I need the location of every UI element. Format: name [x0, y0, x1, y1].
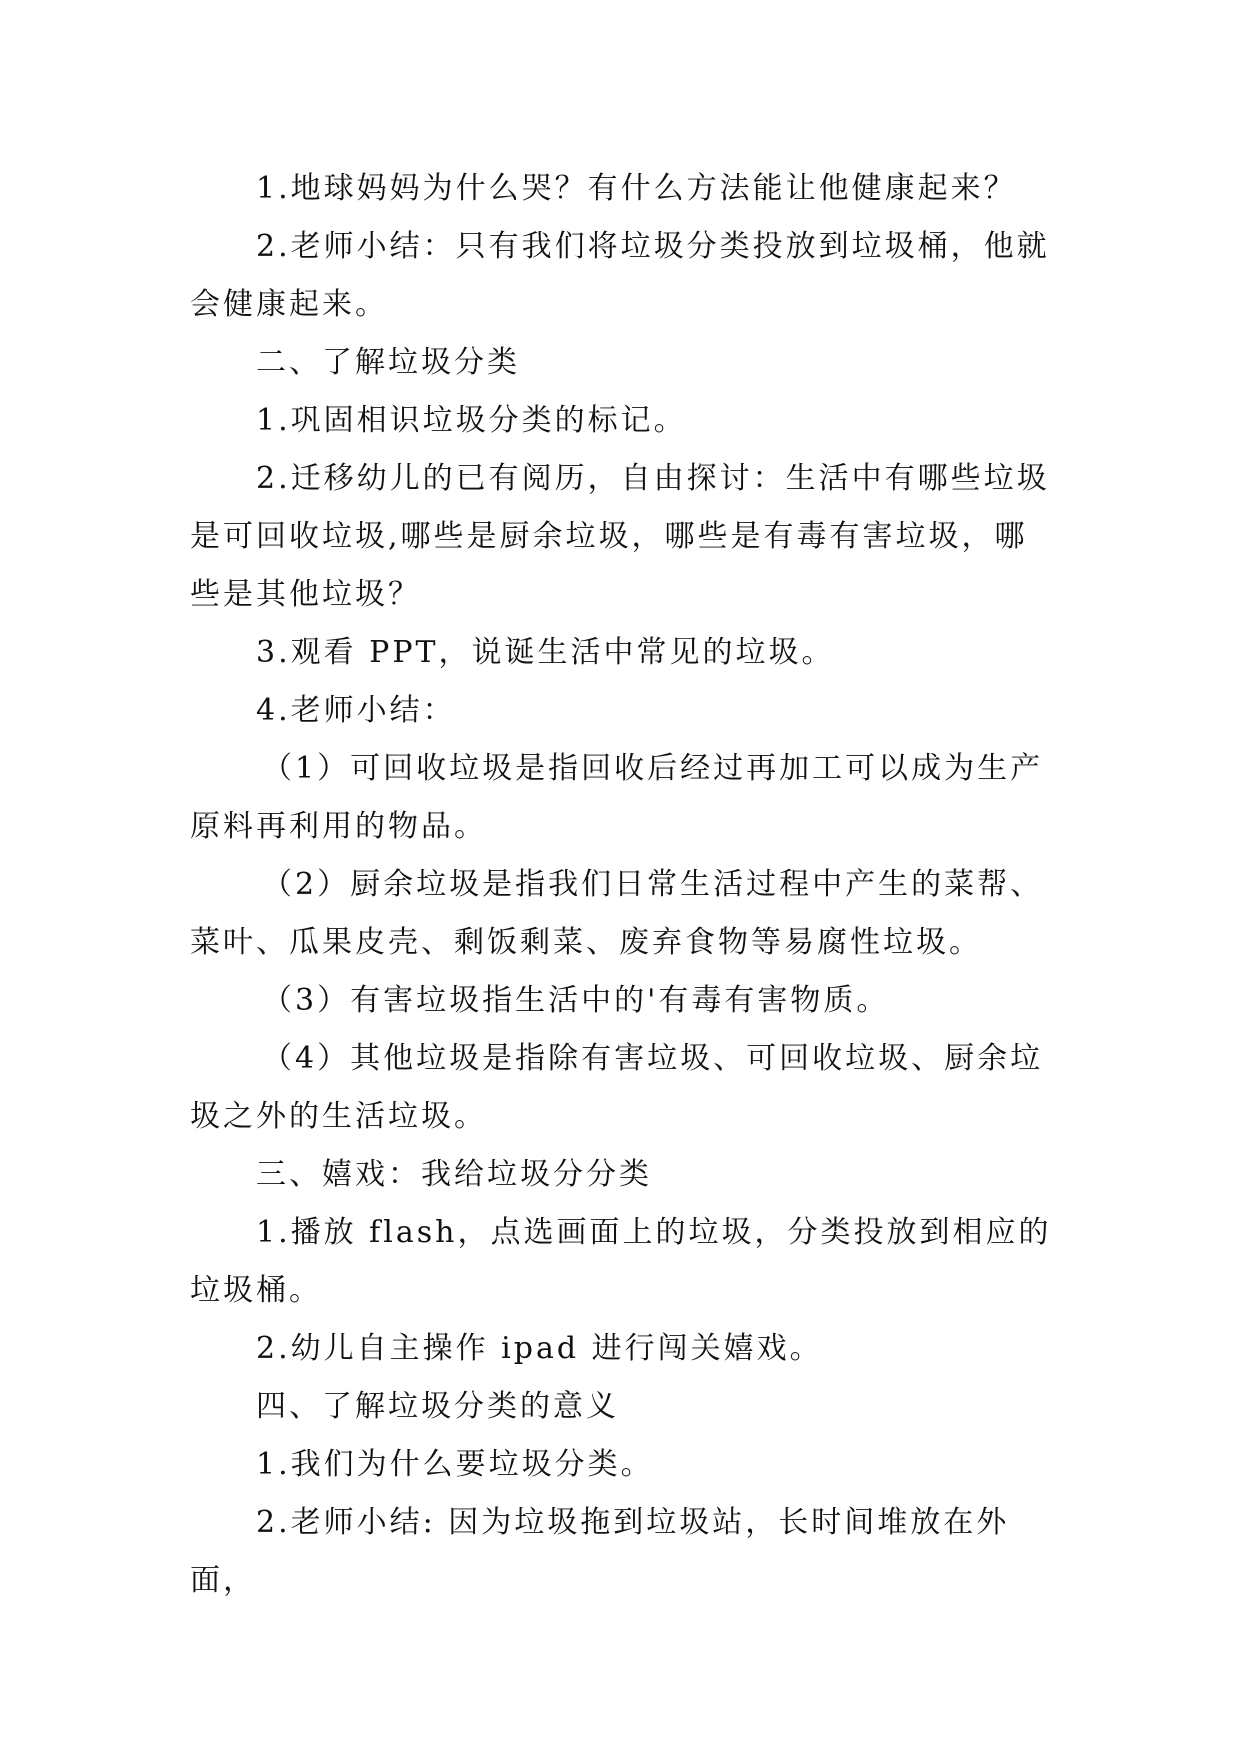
sub-paragraph: （1）可回收垃圾是指回收后经过再加工可以成为生产原料再利用的物品。	[190, 751, 1044, 844]
paragraph: 2.老师小结：只有我们将垃圾分类投放到垃圾桶，他就会健康起来。	[190, 229, 1050, 322]
section-heading: 二、了解垃圾分类	[256, 345, 520, 380]
paragraph: 3.观看 PPT，说诞生活中常见的垃圾。	[256, 635, 835, 670]
paragraph: 2.老师小结: 因为垃圾拖到垃圾站，长时间堆放在外面，	[190, 1505, 1010, 1598]
section-heading: 三、嬉戏：我给垃圾分分类	[256, 1157, 652, 1192]
sub-paragraph: （3）有害垃圾指生活中的'有毒有害物质。	[262, 983, 890, 1018]
paragraph: 4.老师小结：	[256, 693, 456, 728]
sub-paragraph: （4）其他垃圾是指除有害垃圾、可回收垃圾、厨余垃圾之外的生活垃圾。	[190, 1041, 1044, 1134]
paragraph: 1.地球妈妈为什么哭？有什么方法能让他健康起来？	[256, 171, 1017, 206]
paragraph: 1.我们为什么要垃圾分类。	[256, 1447, 654, 1482]
section-heading: 四、了解垃圾分类的意义	[256, 1389, 619, 1424]
paragraph: 1.巩固相识垃圾分类的标记。	[256, 403, 687, 438]
sub-paragraph: （2）厨余垃圾是指我们日常生活过程中产生的菜帮、菜叶、瓜果皮壳、剩饭剩菜、废弃食物等易腐性垃圾。	[190, 867, 1044, 960]
paragraph: 2.迁移幼儿的已有阅历，自由探讨：生活中有哪些垃圾是可回收垃圾,哪些是厨余垃圾，哪些是有毒有害垃圾，哪些是其他垃圾？	[190, 461, 1050, 612]
paragraph: 2.幼儿自主操作 ipad 进行闯关嬉戏。	[256, 1331, 823, 1366]
body-text	[190, 160, 1052, 1610]
paragraph: 1.播放 flash，点选画面上的垃圾，分类投放到相应的垃圾桶。	[190, 1215, 1052, 1308]
